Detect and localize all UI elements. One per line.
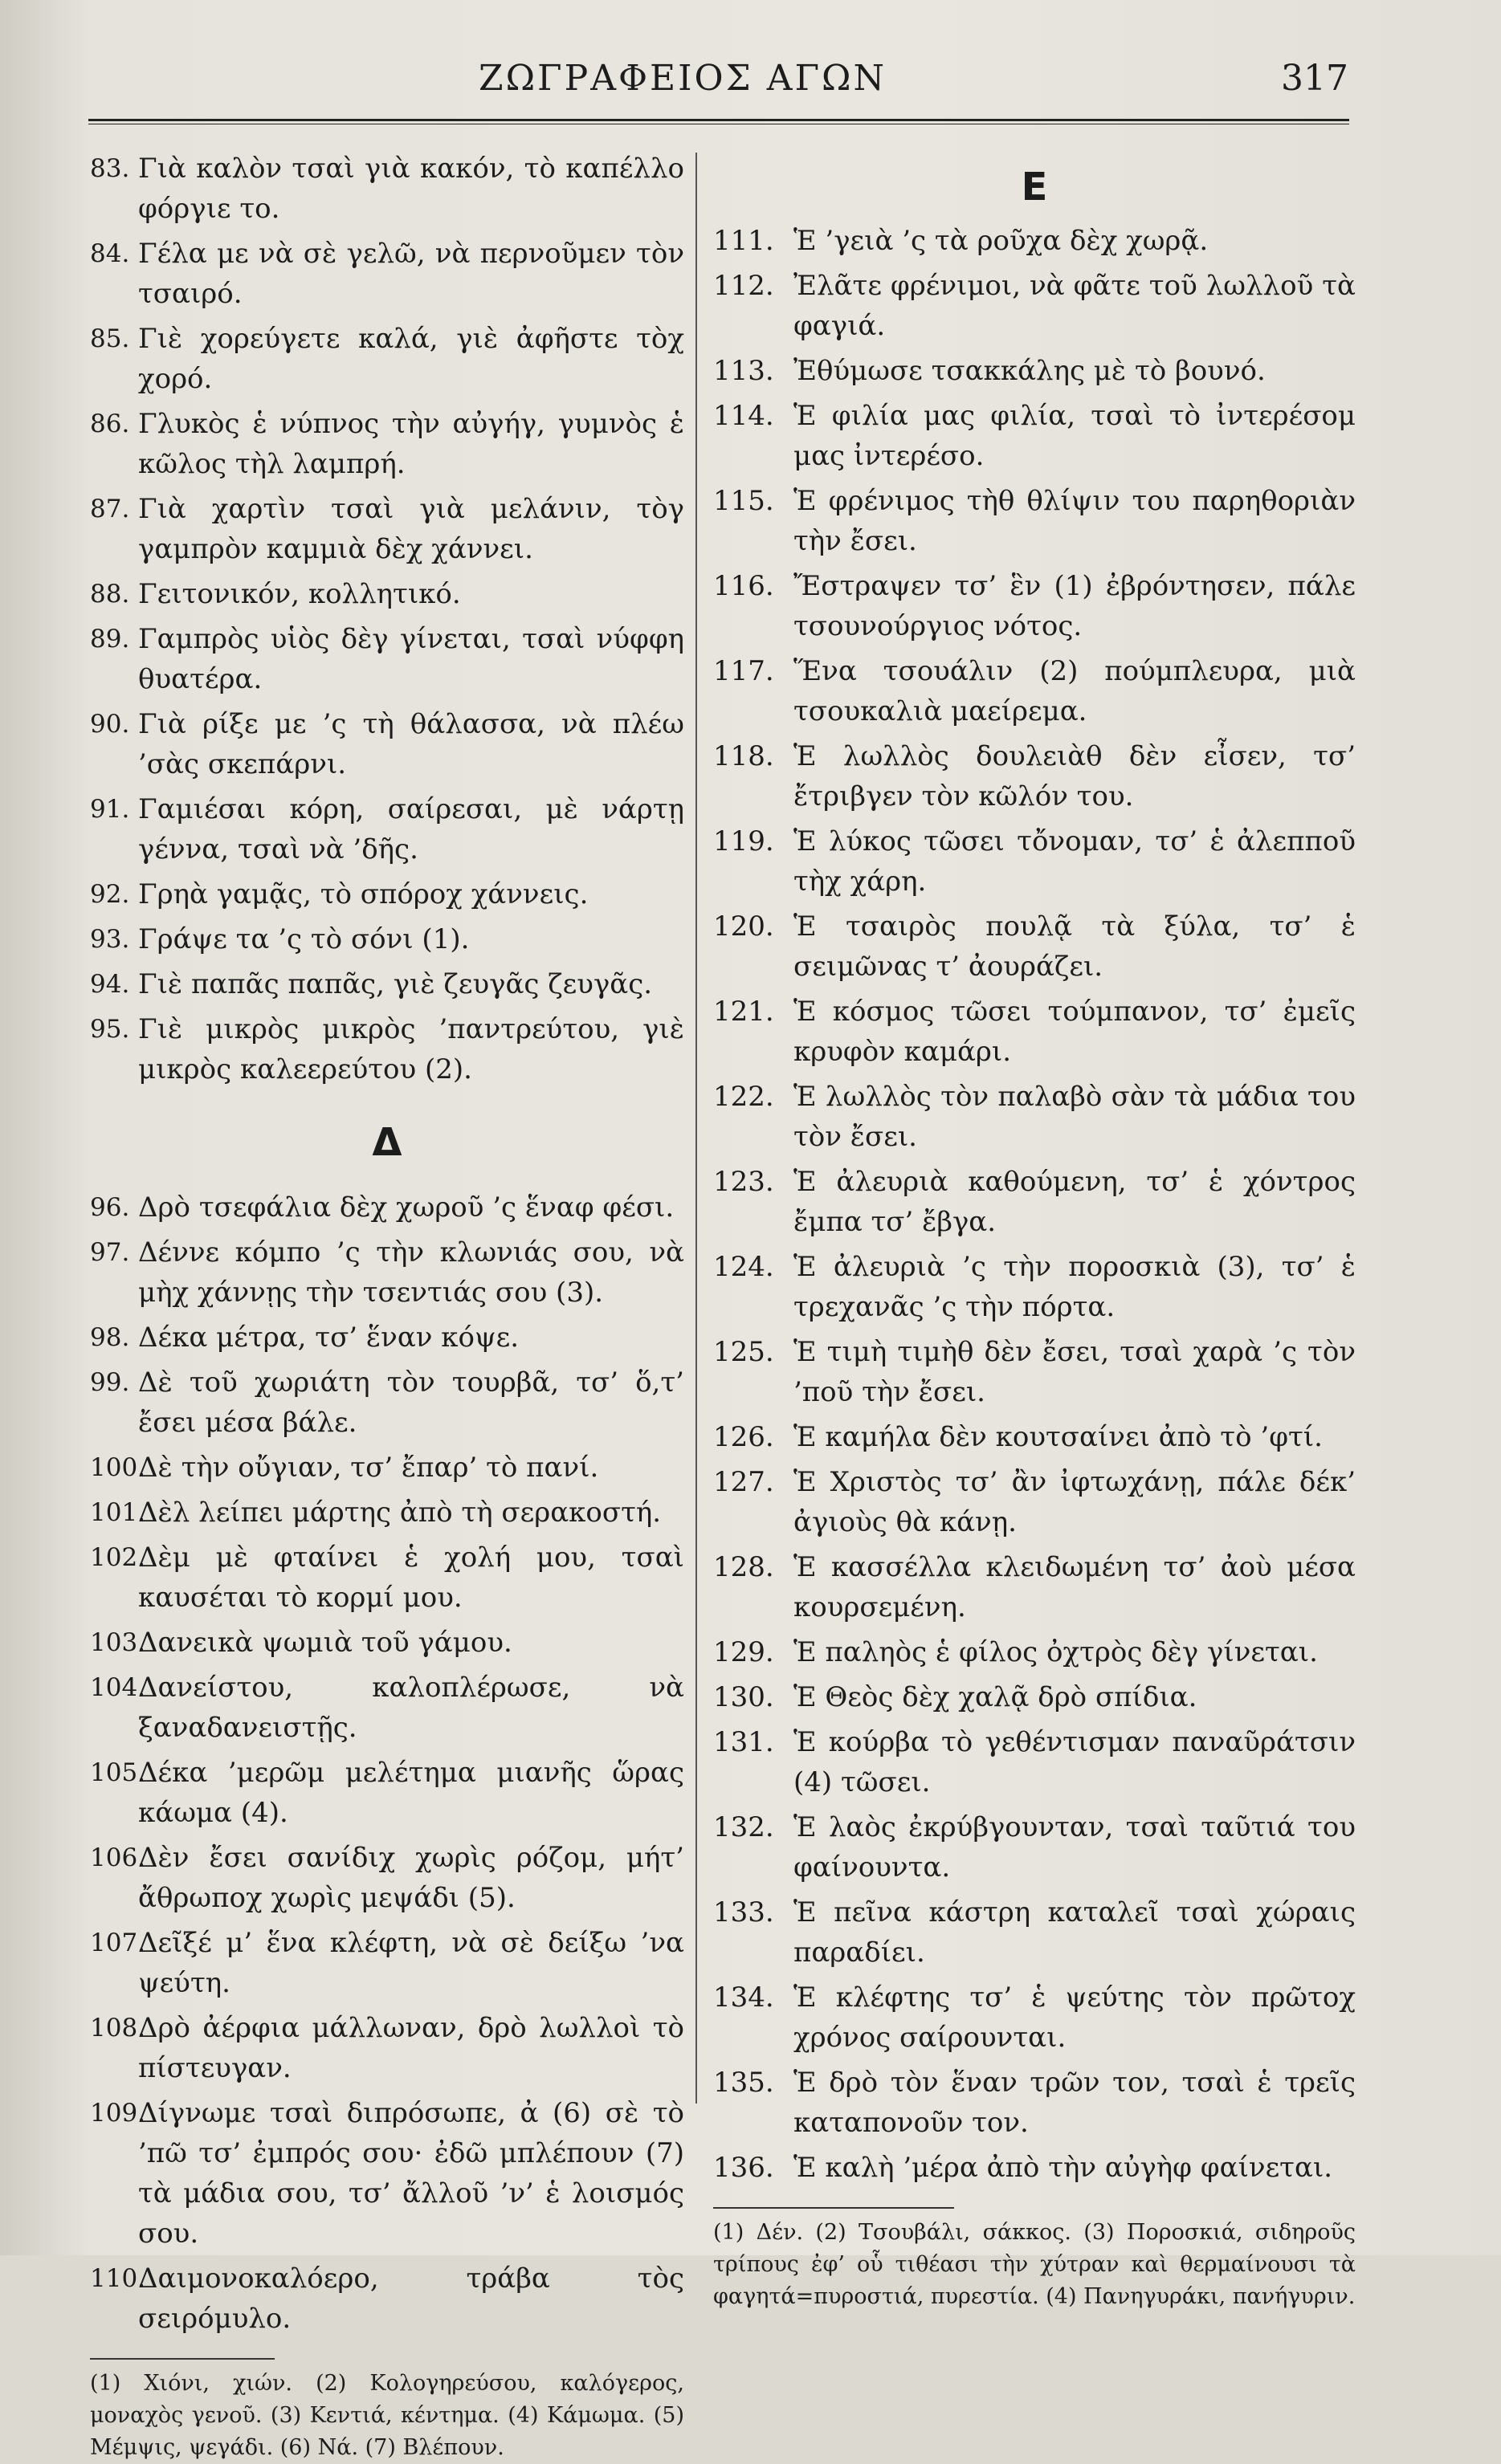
proverb-text: Ἑ παληὸς ἑ φίλος ὀχτρὸς δὲγ γίνεται.: [793, 1636, 1318, 1668]
proverb-text: Γαμπρὸς υἱὸς δὲγ γίνεται, τσαὶ νύφφη θυατέρα.: [138, 623, 684, 695]
proverb-number: 128.: [713, 1551, 774, 1583]
proverb-number: 122.: [713, 1081, 774, 1113]
proverb-entry: [713, 1417, 1356, 1457]
proverb-entry: [90, 1187, 684, 1228]
proverb-number: 127.: [713, 1466, 774, 1498]
proverb-number: 126.: [713, 1421, 774, 1453]
proverb-number: 121.: [713, 996, 774, 1028]
proverb-entry: [90, 964, 684, 1004]
proverb-number: 96.: [90, 1193, 130, 1222]
proverb-text: Γέλα με νὰ σὲ γελῶ, νὰ περνοῦμεν τὸν τσαιρό.: [138, 238, 684, 310]
proverb-entry: [90, 1753, 684, 1833]
proverb-entry: [90, 234, 684, 314]
right-column: [713, 149, 1356, 2313]
proverb-entry: [713, 1332, 1356, 1412]
header-rule: [88, 119, 1349, 124]
proverb-number: 109.: [90, 2099, 146, 2128]
proverb-entry: [90, 2258, 684, 2339]
footnote-right: (1) Δέν. (2) Τσουβάλι, σάκκος. (3) Ποροσκιά, σιδηροῦς τρίπους ἐφ’ οὗ τιθέασι τὴν χύτραν καὶ θερμαίνουσι τὰ φαγητά=πυροστιά, πυρεστία. (4) Πανηγυράκι, πανήγυριν.: [713, 2220, 1356, 2309]
proverb-text: Ἑ κασσέλλα κλειδωμένη τσ’ ἀοὺ μέσα κουρσεμένη.: [793, 1551, 1356, 1623]
running-head: ΖΩΓΡΑΦΕΙΟΣ ΑΓΩΝ: [479, 58, 887, 99]
proverb-entry: [90, 1923, 684, 2003]
proverb-number: 95.: [90, 1015, 130, 1044]
proverb-entry: [90, 1362, 684, 1443]
proverb-number: 119.: [713, 825, 774, 857]
proverb-text: Δὲ τὴν οὔγιαν, τσ’ ἔπαρ’ τὸ πανί.: [138, 1452, 599, 1484]
proverb-number: 125.: [713, 1336, 774, 1368]
proverb-text: Γειτονικόν, κολλητικό.: [138, 578, 461, 610]
proverb-entry: [90, 1493, 684, 1533]
proverb-text: Ἑ φρένιμος τὴθ θλίψιν του παρηθοριὰν τὴν ἔσει.: [793, 485, 1356, 557]
proverb-number: 112.: [713, 270, 774, 302]
proverb-number: 116.: [713, 570, 774, 602]
proverb-entry: [90, 619, 684, 699]
left-column: [90, 149, 684, 2464]
proverb-text: Δρὸ τσεφάλια δὲχ χωροῦ ’ς ἕναφ φέσι.: [138, 1191, 675, 1224]
proverb-entry: [90, 2093, 684, 2254]
proverb-number: 130.: [713, 1681, 774, 1713]
page-number: 317: [1281, 58, 1348, 99]
proverb-entry: [90, 489, 684, 569]
proverb-text: Γιὲ παπᾶς παπᾶς, γιὲ ζευγᾶς ζευγᾶς.: [138, 968, 653, 1000]
proverb-text: Δὲ τοῦ χωριάτη τὸν τουρβᾶ, τσ’ ὅ,τ’ ἔσει μέσα βάλε.: [138, 1366, 684, 1439]
proverb-text: Ἑ τσαιρὸς πουλᾷ τὰ ξύλα, τσ’ ἑ σειμῶνας τ’ ἀουράζει.: [793, 910, 1356, 983]
proverb-entry: [713, 1162, 1356, 1242]
proverb-number: 89.: [90, 625, 130, 654]
proverb-number: 123.: [713, 1166, 774, 1198]
proverb-text: Γρηὰ γαμᾷς, τὸ σπόροχ χάννεις.: [138, 878, 589, 910]
proverb-entry: [90, 1009, 684, 1089]
proverb-number: 115.: [713, 485, 774, 517]
proverb-number: 88.: [90, 580, 130, 609]
section-letter-delta: Δ: [372, 1120, 402, 1165]
proverb-text: Ἑ κόσμος τῶσει τούμπανον, τσ’ ἐμεῖς κρυφὸν καμάρι.: [793, 996, 1356, 1068]
proverb-text: Δεῖξέ μ’ ἕνα κλέφτη, νὰ σὲ δείξω ’να ψεύτη.: [138, 1927, 684, 1999]
proverb-text: Δίγνωμε τσαὶ διπρόσωπε, ἀ (6) σὲ τὸ ’πῶ τσ’ ἐμπρός σου· ἐδῶ μπλέπουν (7) τὰ μάδια σου, τσ’ ἄλλοῦ ’ν’ ἑ λοισμός σου.: [138, 2097, 684, 2250]
proverb-number: 135.: [713, 2067, 774, 2099]
proverb-entry: [713, 1677, 1356, 1717]
proverb-number: 87.: [90, 495, 130, 523]
proverb-text: Ἔστραψεν τσ’ ἓν (1) ἐβρόντησεν, πάλε τσουνούργιος νότος.: [793, 570, 1356, 642]
proverb-text: Γλυκὸς ἑ νύπνος τὴν αὐγήγ, γυμνὸς ἑ κῶλος τὴλ λαμπρή.: [138, 408, 684, 480]
proverb-number: 118.: [713, 740, 774, 772]
proverb-number: 133.: [713, 1896, 774, 1928]
proverb-entry: [713, 906, 1356, 987]
footnote-rule: [713, 2207, 954, 2209]
proverb-text: Δέκα ’μερῶμ μελέτημα μιανῆς ὥρας κάωμα (4).: [138, 1757, 684, 1829]
proverb-number: 134.: [713, 1981, 774, 2014]
proverb-text: Ἑ Θεὸς δὲχ χαλᾷ δρὸ σπίδια.: [793, 1681, 1197, 1713]
proverb-number: 103.: [90, 1628, 146, 1657]
proverb-entry: [90, 1318, 684, 1358]
proverb-entry: [90, 319, 684, 399]
proverb-number: 100.: [90, 1453, 146, 1482]
proverb-text: Δέννε κόμπο ’ς τὴν κλωνιάς σου, νὰ μὴχ χάννῃς τὴν τσεντιάς σου (3).: [138, 1236, 684, 1309]
proverb-number: 84.: [90, 239, 130, 268]
proverb-number: 102.: [90, 1543, 146, 1572]
proverb-entry: [90, 1232, 684, 1313]
proverb-number: 101.: [90, 1498, 146, 1527]
proverb-entry: [713, 1077, 1356, 1157]
proverb-entry: [713, 351, 1356, 391]
proverb-entry: [90, 1838, 684, 1918]
proverb-number: 132.: [713, 1811, 774, 1843]
proverb-text: Ἑ κλέφτης τσ’ ἑ ψεύτης τὸν πρῶτοχ χρόνος σαίρουνται.: [793, 1981, 1356, 2054]
proverb-list-gamma: [90, 149, 684, 1089]
proverb-entry: [90, 704, 684, 784]
proverb-entry: [90, 919, 684, 959]
proverb-number: 114.: [713, 400, 774, 432]
proverb-text: Ἑ φιλία μας φιλία, τσαὶ τὸ ἰντερέσομ μας ἰντερέσο.: [793, 400, 1356, 472]
proverb-text: Ἐθύμωσε τσακκάλης μὲ τὸ βουνό.: [793, 355, 1266, 387]
proverb-number: 108.: [90, 2014, 146, 2042]
proverb-number: 83.: [90, 154, 130, 183]
proverb-text: Ἑ ’γειὰ ’ς τὰ ροῦχα δὲχ χωρᾷ.: [793, 225, 1209, 257]
proverb-text: Γιὰ ρίξε με ’ς τὴ θάλασσα, νὰ πλέω ’σὰς σκεπάρνι.: [138, 708, 684, 780]
proverb-number: 99.: [90, 1368, 130, 1397]
proverb-text: Ἑ τιμὴ τιμὴθ δὲν ἔσει, τσαὶ χαρὰ ’ς τὸν ’ποῦ τὴν ἔσει.: [793, 1336, 1356, 1408]
proverb-entry: [713, 1892, 1356, 1973]
proverb-entry: [90, 1668, 684, 1748]
proverb-text: Ἑ ἀλευριὰ ’ς τὴν πορoσκιὰ (3), τσ’ ἑ τρεχανᾶς ’ς τὴν πόρτα.: [793, 1251, 1356, 1323]
proverb-number: 93.: [90, 925, 130, 954]
proverb-text: Ἑ πεῖνα κάστρη καταλεῖ τσαὶ χώραις παραδίει.: [793, 1896, 1356, 1969]
proverb-text: Ἑ Χριστὸς τσ’ ἂν ἰφτωχάνῃ, πάλε δέκ’ ἀγιοὺς θὰ κάνῃ.: [793, 1466, 1356, 1538]
proverb-text: Γαμιέσαι κόρη, σαίρεσαι, μὲ νάρτῃ γέννα, τσαὶ νὰ ’δῆς.: [138, 793, 684, 865]
proverb-text: Γράψε τα ’ς τὸ σόνι (1).: [138, 923, 470, 955]
proverb-number: 106.: [90, 1843, 146, 1872]
proverb-entry: [713, 1462, 1356, 1542]
proverb-text: Δὲλ λείπει μάρτης ἀπὸ τὴ σερακοστή.: [138, 1497, 662, 1529]
proverb-text: Δανείστου, καλοπλέρωσε, νὰ ξαναδανειστῇς.: [138, 1672, 684, 1744]
proverb-entry: [713, 736, 1356, 817]
proverb-entry: [713, 481, 1356, 561]
proverb-number: 136.: [713, 2152, 774, 2184]
proverb-entry: [713, 1722, 1356, 1802]
proverb-text: Δὲμ μὲ φταίνει ἑ χολή μου, τσαὶ καυσέται τὸ κορμί μου.: [138, 1542, 684, 1614]
proverb-entry: [713, 221, 1356, 261]
proverb-text: Ἕνα τσουάλιν (2) πούμπλευρα, μιὰ τσουκαλιὰ μαείρεμα.: [793, 655, 1356, 727]
proverb-entry: [713, 266, 1356, 346]
proverb-entry: [713, 821, 1356, 902]
proverb-text: Ἑ λύκος τῶσει τὄνομαν, τσ’ ἑ ἀλεπποῦ τὴχ χάρη.: [793, 825, 1356, 898]
proverb-text: Ἑ λωλλὸς δουλειὰθ δὲν εἶσεν, τσ’ ἔτριβγεν τὸν κῶλόν του.: [793, 740, 1356, 813]
proverb-text: Γιὰ καλὸν τσαὶ γιὰ κακόν, τὸ καπέλλο φόργιε το.: [138, 153, 684, 225]
proverb-text: Ἑ λαὸς ἐκρύβγουνταν, τσαὶ ταῦτιά του φαίνουντα.: [793, 1811, 1356, 1884]
proverb-text: Γιὲ μικρὸς μικρὸς ’παντρεύτου, γιὲ μικρὸς καλεερεύτου (2).: [138, 1013, 684, 1085]
proverb-entry: [90, 1623, 684, 1663]
proverb-entry: [713, 396, 1356, 476]
proverb-entry: [90, 574, 684, 614]
proverb-number: 107.: [90, 1928, 146, 1957]
proverb-number: 110.: [90, 2264, 146, 2293]
proverb-number: 90.: [90, 710, 130, 739]
proverb-number: 97.: [90, 1238, 130, 1267]
proverb-text: Δὲν ἔσει σανίδιχ χωρὶς ρόζομ, μήτ’ ἄθρωποχ χωρὶς μεψάδι (5).: [138, 1842, 684, 1914]
proverb-entry: [90, 789, 684, 870]
proverb-entry: [713, 1547, 1356, 1627]
proverb-number: 131.: [713, 1726, 774, 1758]
proverb-entry: [713, 1807, 1356, 1888]
proverb-number: 104.: [90, 1673, 146, 1702]
proverb-entry: [90, 1537, 684, 1618]
proverb-text: Δαιμονοκαλόερο, τράβα τὸς σειρόμυλο.: [138, 2262, 684, 2335]
proverb-list-epsilon: [713, 221, 1356, 2188]
proverb-number: 98.: [90, 1323, 130, 1352]
proverb-text: Γιὲ χορεύγετε καλά, γιὲ ἀφῆστε τὸχ χορό.: [138, 323, 684, 395]
proverb-number: 124.: [713, 1251, 774, 1283]
proverb-text: Ἑ κούρβα τὸ γεθέντισμαν παναῦράτσιν (4) τῶσει.: [793, 1726, 1356, 1798]
proverb-entry: [713, 2148, 1356, 2188]
proverb-entry: [713, 651, 1356, 731]
section-letter-epsilon: Ε: [1021, 165, 1048, 210]
proverb-entry: [90, 1448, 684, 1488]
proverb-number: 120.: [713, 910, 774, 943]
column-divider: [695, 153, 697, 2104]
proverb-entry: [713, 1247, 1356, 1327]
proverb-text: Ἐλᾶτε φρένιμοι, νὰ φᾶτε τοῦ λωλλοῦ τὰ φαγιά.: [793, 270, 1356, 342]
proverb-entry: [713, 2063, 1356, 2143]
proverb-entry: [90, 874, 684, 914]
proverb-list-delta: [90, 1187, 684, 2339]
proverb-number: 129.: [713, 1636, 774, 1668]
proverb-entry: [713, 1632, 1356, 1672]
proverb-text: Ἑ καμήλα δὲν κουτσαίνει ἀπὸ τὸ ’φτί.: [793, 1421, 1323, 1453]
proverb-text: Δανεικὰ ψωμιὰ τοῦ γάμου.: [138, 1627, 512, 1659]
proverb-number: 92.: [90, 880, 130, 909]
proverb-text: Ἑ καλὴ ’μέρα ἀπὸ τὴν αὐγὴφ φαίνεται.: [793, 2152, 1333, 2184]
footnote-rule: [90, 2358, 275, 2360]
proverb-text: Γιὰ χαρτὶν τσαὶ γιὰ μελάνιν, τὸγ γαμπρὸν καμμιὰ δὲχ χάννει.: [138, 493, 684, 565]
proverb-text: Ἑ δρὸ τὸν ἕναν τρῶν τον, τσαὶ ἑ τρεῖς καταπονοῦν τον.: [793, 2067, 1356, 2139]
proverb-number: 86.: [90, 409, 130, 438]
proverb-entry: [90, 2008, 684, 2088]
proverb-number: 94.: [90, 970, 130, 999]
proverb-entry: [90, 149, 684, 229]
proverb-entry: [713, 992, 1356, 1072]
proverb-entry: [90, 404, 684, 484]
proverb-number: 117.: [713, 655, 774, 687]
proverb-text: Δρὸ ἀέρφια μάλλωναν, δρὸ λωλλοὶ τὸ πίστευγαν.: [138, 2012, 684, 2084]
footnote-left: (1) Χιόνι, χιών. (2) Κολογηρεύσου, καλόγερος, μοναχὸς γενοῦ. (3) Κεντιά, κέντημα. (4) Κάμωμα. (5) Μέμψις, ψεγάδι. (6) Νά. (7) Βλέπουν.: [90, 2371, 684, 2460]
proverb-number: 85.: [90, 324, 130, 353]
proverb-number: 111.: [713, 225, 774, 257]
proverb-text: Δέκα μέτρα, τσ’ ἕναν κόψε.: [138, 1322, 520, 1354]
proverb-entry: [713, 1977, 1356, 2058]
proverb-text: Ἑ ἀλευριὰ καθούμενη, τσ’ ἑ χόντρος ἔμπα τσ’ ἔβγα.: [793, 1166, 1356, 1238]
proverb-entry: [713, 566, 1356, 646]
proverb-number: 105.: [90, 1758, 146, 1787]
proverb-text: Ἑ λωλλὸς τὸν παλαβὸ σὰν τὰ μάδια του τὸν ἔσει.: [793, 1081, 1356, 1153]
proverb-number: 91.: [90, 795, 130, 824]
proverb-number: 113.: [713, 355, 774, 387]
